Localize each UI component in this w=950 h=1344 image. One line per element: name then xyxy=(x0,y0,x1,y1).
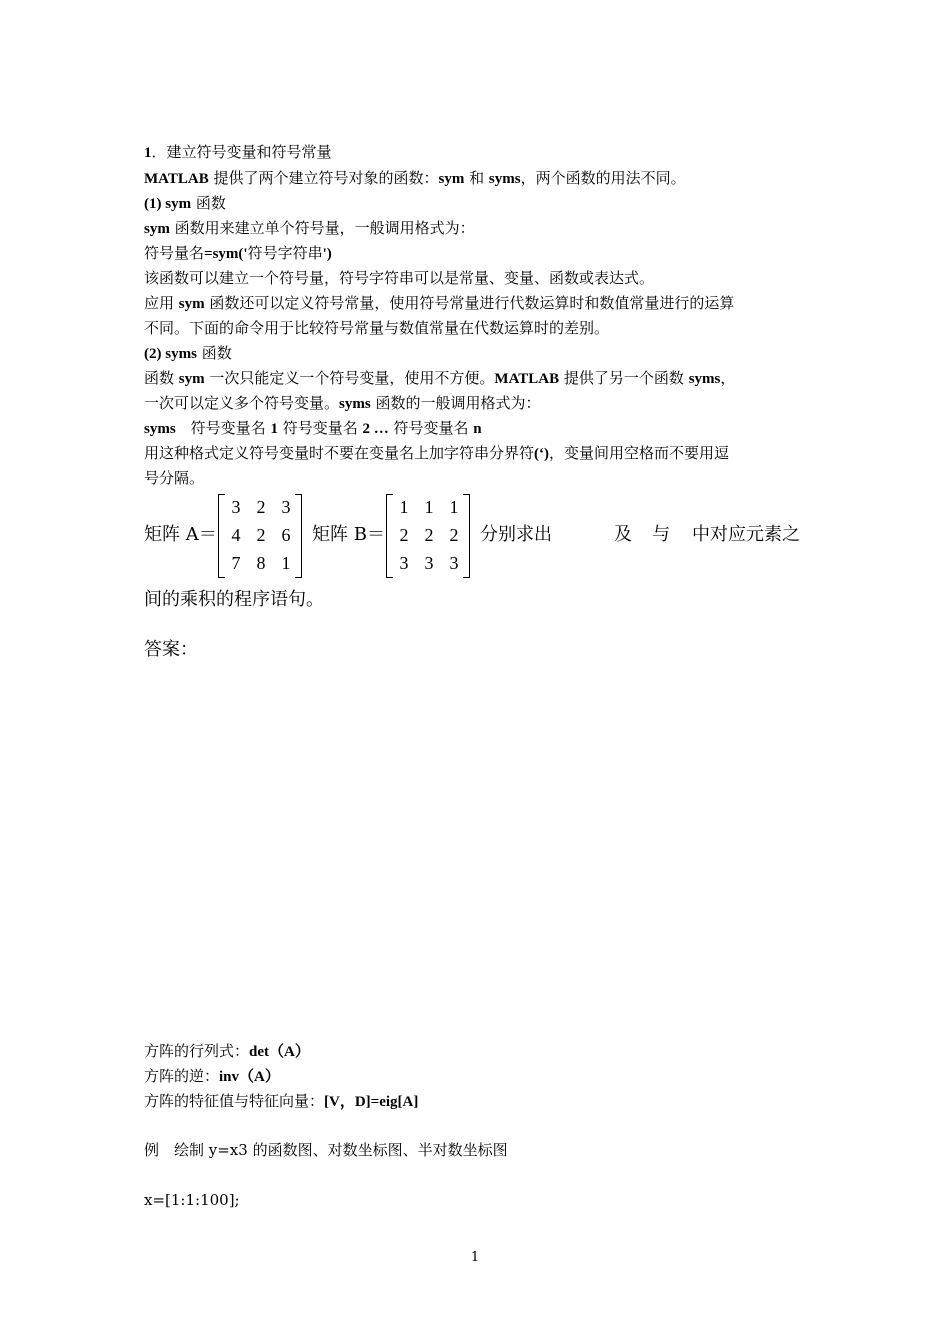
matrix-a-cell: 2 xyxy=(256,497,266,517)
sym-paragraph-2b: 不同。下面的命令用于比较符号常量与数值常量在代数运算时的差别。 xyxy=(144,319,610,337)
matrix-b-cell: 3 xyxy=(449,553,459,573)
matrix-b-cell: 3 xyxy=(399,553,409,573)
problem-text-4: 中对应元素之 xyxy=(692,524,800,545)
matrix-a-cell: 2 xyxy=(256,525,266,545)
matrix-b-cell: 2 xyxy=(424,525,434,545)
answer-label: 答案： xyxy=(144,639,198,660)
matrix-a xyxy=(218,494,302,578)
subsection-sym-title: (1) sym 函数 xyxy=(144,194,226,212)
func-inverse: 方阵的逆：inv（A） xyxy=(144,1067,280,1085)
matrix-b-cell: 1 xyxy=(399,497,409,517)
syms-paragraph-1: 函数 sym 一次只能定义一个符号变量，使用不方便。MATLAB 提供了另一个函数 syms， xyxy=(144,369,736,387)
matrix-a-cell: 8 xyxy=(256,553,266,573)
matrix-a-cell: 7 xyxy=(231,553,241,573)
func-determinant: 方阵的行列式：det（A） xyxy=(144,1042,310,1060)
sym-description: sym 函数用来建立单个符号量，一般调用格式为： xyxy=(144,219,475,237)
section-heading: 1．建立符号变量和符号常量 xyxy=(144,143,332,161)
func-eigen: 方阵的特征值与特征向量：[V，D]=eig[A] xyxy=(144,1092,419,1110)
matrix-a-cell: 4 xyxy=(231,525,241,545)
intro-paragraph: MATLAB 提供了两个建立符号对象的函数：sym 和 syms，两个函数的用法不同。 xyxy=(144,169,686,187)
matrix-a-cell: 3 xyxy=(231,497,241,517)
syms-note-b: 号分隔。 xyxy=(144,469,205,487)
sym-note: 该函数可以建立一个符号量，符号字符串可以是常量、变量、函数或表达式。 xyxy=(144,269,655,287)
matrix-problem xyxy=(144,494,844,578)
example-title: 例 绘制 y=x3 的函数图、对数坐标图、半对数坐标图 xyxy=(144,1141,508,1159)
sym-format: 符号量名=sym('符号字符串') xyxy=(144,244,332,262)
matrix-b-label: 矩阵 B＝ xyxy=(312,524,385,545)
code-line: x=[1:1:100]; xyxy=(144,1191,240,1209)
matrix-b-cell: 3 xyxy=(424,553,434,573)
problem-text-2: 及 xyxy=(614,524,632,545)
matrix-a-cell: 1 xyxy=(281,553,291,573)
matrix-a-label: 矩阵 A＝ xyxy=(144,524,217,545)
matrix-b-cell: 2 xyxy=(399,525,409,545)
subsection-syms-title: (2) syms 函数 xyxy=(144,344,232,362)
syms-note: 用这种格式定义符号变量时不要在变量名上加字符串分界符(‘)，变量间用空格而不要用逗 xyxy=(144,444,730,462)
matrix-b-cell: 1 xyxy=(449,497,459,517)
matrix-b-cell: 2 xyxy=(449,525,459,545)
problem-text-3: 与 xyxy=(652,524,670,545)
matrix-a-cell: 6 xyxy=(281,525,291,545)
problem-text-1: 分别求出 xyxy=(480,524,552,545)
page-number: 1 xyxy=(470,1250,480,1265)
syms-paragraph-1b: 一次可以定义多个符号变量。syms 函数的一般调用格式为： xyxy=(144,394,541,412)
syms-format: syms 符号变量名 1 符号变量名 2 … 符号变量名 n xyxy=(144,419,482,437)
matrix-b xyxy=(386,494,470,578)
matrix-b-cell: 1 xyxy=(424,497,434,517)
matrix-a-cell: 3 xyxy=(281,497,291,517)
problem-line-2: 间的乘积的程序语句。 xyxy=(144,589,324,610)
sym-paragraph-2: 应用 sym 函数还可以定义符号常量，使用符号常量进行代数运算时和数值常量进行的运算 xyxy=(144,294,735,312)
